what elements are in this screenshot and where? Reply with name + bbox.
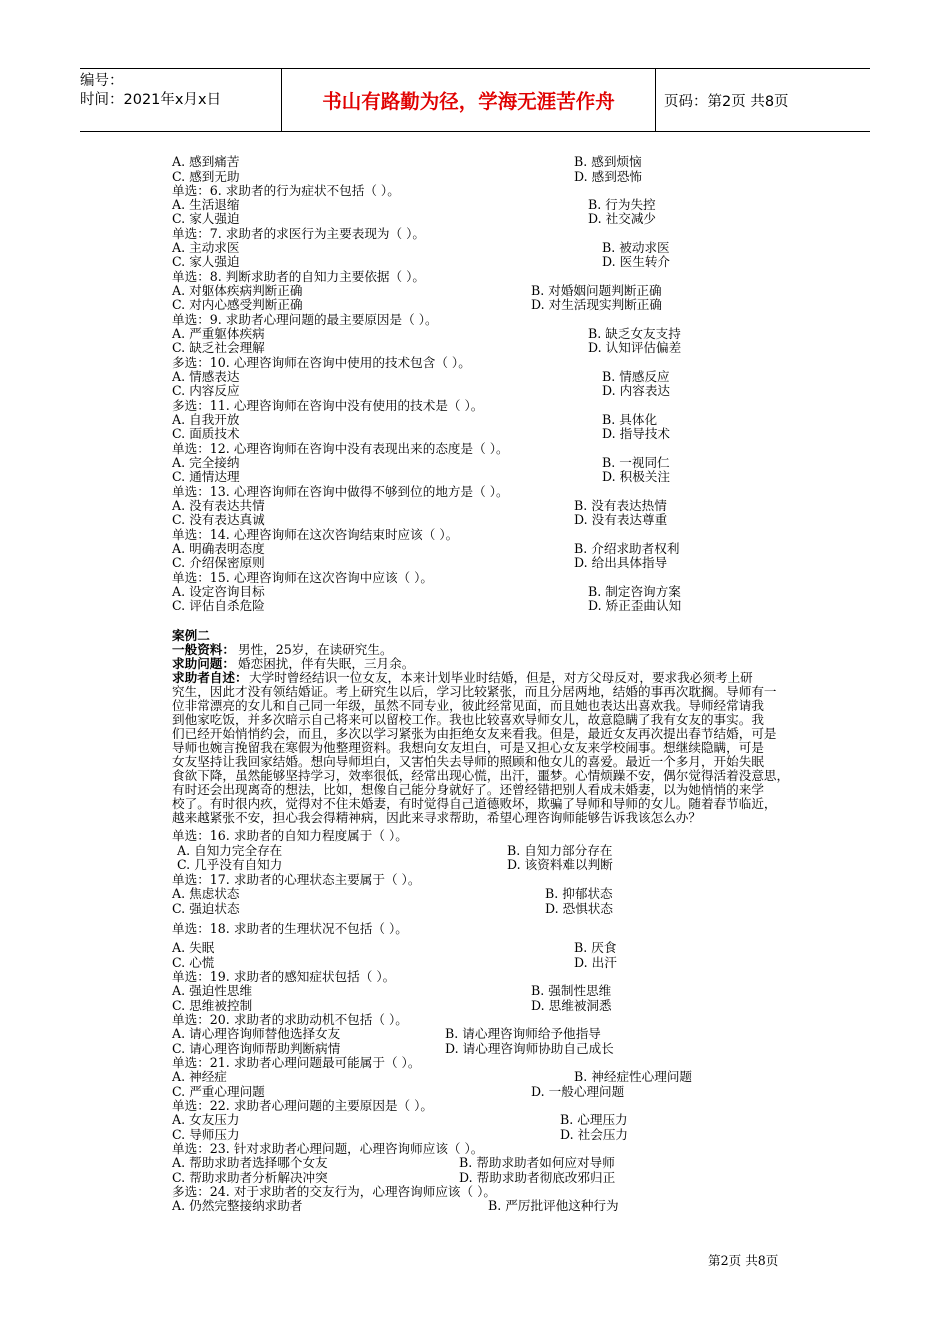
text-line: 导师也婉言挽留我在寒假为他整理资料。我想向女友坦白，可是又担心女友来学校闹事。想继续隐瞒，可是: [172, 740, 764, 755]
text-line: C. 没有表达真诚: [172, 512, 265, 527]
text-line: C. 心慌: [172, 955, 215, 970]
text-line: C. 对内心感受判断正确: [172, 297, 303, 312]
text-line: B. 厌食: [574, 940, 617, 955]
text-line: D. 社交减少: [588, 211, 657, 226]
text-line: A. 神经症: [172, 1069, 227, 1084]
text-line: 多选：24. 对于求助者的交友行为，心理咨询师应该（ ）。: [172, 1184, 496, 1199]
text-line: A. 女友压力: [172, 1112, 240, 1127]
text-line: 多选：11. 心理咨询师在咨询中没有使用的技术是（ ）。: [172, 398, 484, 413]
text-line: A. 请心理咨询师替他选择女友: [172, 1026, 341, 1041]
text-line: 单选：8. 判断求助者的自知力主要依据（ ）。: [172, 269, 426, 284]
text-line: B. 情感反应: [602, 369, 670, 384]
text-line: D. 医生转介: [602, 254, 671, 269]
text-line: C. 导师压力: [172, 1127, 240, 1142]
text-line: A. 焦虑状态: [172, 886, 240, 901]
text-line: C. 强迫状态: [172, 901, 240, 916]
text-line: D. 恐惧状态: [545, 901, 614, 916]
text-line: B. 强制性思维: [531, 983, 612, 998]
page-header: [80, 68, 870, 132]
text-line: A. 明确表明态度: [172, 541, 265, 556]
text-line: 单选：13. 心理咨询师在咨询中做得不够到位的地方是（ ）。: [172, 484, 509, 499]
text-line: A. 主动求医: [172, 240, 240, 255]
page-footer: 第2页 共8页: [708, 1253, 779, 1268]
text-line: D. 矫正歪曲认知: [588, 598, 682, 613]
text-line: C. 严重心理问题: [172, 1084, 265, 1099]
section-heading: 一般资料：: [172, 642, 235, 657]
text-line: A. 设定咨询目标: [172, 584, 265, 599]
text-line: 单选：14. 心理咨询师在这次咨询结束时应该（ ）。: [172, 527, 459, 542]
text-line: D. 给出具体指导: [574, 555, 668, 570]
text-line: C. 请心理咨询师帮助判断病情: [172, 1041, 341, 1056]
text-line: C. 通情达理: [172, 469, 240, 484]
text-line: C. 家人强迫: [172, 254, 240, 269]
text-line: D. 思维被洞悉: [531, 998, 612, 1013]
text-line: 校了。有时很内疚，觉得对不住未婚妻，有时觉得自己道德败坏，欺骗了导师和导师的女儿。随着春节临近，: [172, 796, 777, 811]
text-line: B. 请心理咨询师给予他指导: [445, 1026, 601, 1041]
text-line: 单选：12. 心理咨询师在咨询中没有表现出来的态度是（ ）。: [172, 441, 509, 456]
text-line: B. 制定咨询方案: [588, 584, 681, 599]
text-line: 有时还会出现离奇的想法，比如，想像自己能分身就好了。还曾经错把别人看成未婚妻，以为她悄悄的来学: [172, 782, 764, 797]
text-line: B. 介绍求助者权利: [574, 541, 680, 556]
text-line: 越来越紧张不安，担心我会得精神病，因此来寻求帮助，希望心理咨询师能够告诉我该怎么办？: [172, 810, 701, 825]
text-line: A. 完全接纳: [172, 455, 240, 470]
text-line: C. 评估自杀危险: [172, 598, 265, 613]
text-line: A. 自我开放: [172, 412, 240, 427]
text-line: 单选：6. 求助者的行为症状不包括（ ）。: [172, 183, 400, 198]
text-line: B. 感到烦恼: [574, 154, 642, 169]
text-line: C. 家人强迫: [172, 211, 240, 226]
text-line: B. 行为失控: [588, 197, 656, 212]
text-line: A. 仍然完整接纳求助者: [172, 1198, 303, 1213]
text-line: 女友坚持让我回家结婚。想向导师坦白，又害怕失去导师的照顾和他女儿的喜爱。最近一个多月，开始失眠: [172, 754, 764, 769]
text-line: A. 帮助求助者选择哪个女友: [172, 1155, 328, 1170]
text-line: B. 神经症性心理问题: [574, 1069, 693, 1084]
text-line: 单选：9. 求助者心理问题的最主要原因是（ ）。: [172, 312, 438, 327]
text-line: 单选：15. 心理咨询师在这次咨询中应该（ ）。: [172, 570, 434, 585]
text-line: C. 帮助求助者分析解决冲突: [172, 1170, 328, 1185]
text-line: C. 几乎没有自知力: [177, 857, 283, 872]
text-line: 单选：22. 求助者心理问题的主要原因是（ ）。: [172, 1098, 434, 1113]
text-line: A. 生活退缩: [172, 197, 240, 212]
text-line: D. 社会压力: [560, 1127, 629, 1142]
text-line: D. 该资料难以判断: [507, 857, 613, 872]
text-line: A. 严重躯体疾病: [172, 326, 265, 341]
text-line: 到他家吃饭，并多次暗示自己将来可以留校工作。我也比较喜欢导师女儿，故意隐瞒了我有女友的事实。我: [172, 712, 764, 727]
text-line: 多选：10. 心理咨询师在咨询中使用的技术包含（ ）。: [172, 355, 471, 370]
header-page-number: 页码：第2页 共8页: [664, 93, 789, 110]
text-line: B. 缺乏女友支持: [588, 326, 681, 341]
text-line: 男性，25岁，在读研究生。: [238, 642, 393, 657]
text-line: A. 强迫性思维: [172, 983, 253, 998]
text-line: A. 对躯体疾病判断正确: [172, 283, 303, 298]
document-number-label: 编号：: [80, 73, 124, 89]
text-line: B. 没有表达热情: [574, 498, 667, 513]
text-line: 究生，因此才没有领结婚证。考上研究生以后，学习比较紧张，而且分居两地，结婚的事再次耽搁。导师有一: [172, 684, 777, 699]
text-line: C. 思维被控制: [172, 998, 253, 1013]
text-line: C. 缺乏社会理解: [172, 340, 265, 355]
text-line: B. 一视同仁: [602, 455, 670, 470]
text-line: D. 没有表达尊重: [574, 512, 668, 527]
text-line: C. 内容反应: [172, 383, 240, 398]
text-line: 们已经开始悄悄约会，而且，多次以学习紧张为由拒绝女友来看我。但是，最近女友再次提出春节结婚，可是: [172, 726, 777, 741]
header-info-cell: [80, 69, 280, 134]
text-line: D. 帮助求助者彻底改邪归正: [459, 1170, 616, 1185]
text-line: 单选：17. 求助者的心理状态主要属于（ ）。: [172, 872, 421, 887]
section-heading: 案例二: [172, 628, 210, 643]
text-line: A. 没有表达共情: [172, 498, 265, 513]
text-line: D. 指导技术: [602, 426, 671, 441]
text-line: A. 感到痛苦: [172, 154, 240, 169]
text-line: A. 情感表达: [172, 369, 240, 384]
document-time-label: 时间：2021年x月x日: [80, 92, 222, 108]
text-line: 单选：21. 求助者心理问题最可能属于（ ）。: [172, 1055, 421, 1070]
text-line: B. 对婚姻问题判断正确: [531, 283, 662, 298]
section-heading: 求助者自述：: [172, 670, 248, 685]
text-line: B. 帮助求助者如何应对导师: [459, 1155, 615, 1170]
text-line: 单选：18. 求助者的生理状况不包括（ ）。: [172, 921, 408, 936]
text-line: 婚恋困扰，伴有失眠，三月余。: [238, 656, 415, 671]
text-line: 单选：16. 求助者的自知力程度属于（ ）。: [172, 828, 408, 843]
text-line: C. 感到无助: [172, 169, 240, 184]
text-line: 单选：19. 求助者的感知症状包括（ ）。: [172, 969, 396, 984]
text-line: D. 内容表达: [602, 383, 671, 398]
text-line: C. 介绍保密原则: [172, 555, 265, 570]
text-line: B. 被动求医: [602, 240, 670, 255]
text-line: D. 感到恐怖: [574, 169, 643, 184]
text-line: D. 出汗: [574, 955, 617, 970]
text-line: D. 积极关注: [602, 469, 671, 484]
text-line: 食欲下降，虽然能够坚持学习，效率很低，经常出现心慌，出汗，噩梦。心情烦躁不安，偶尔觉得活着没意思，: [172, 768, 790, 783]
text-line: 大学时曾经结识一位女友，本来计划毕业时结婚，但是，对方父母反对，要求我必须考上研: [249, 670, 753, 685]
text-line: D. 一般心理问题: [531, 1084, 625, 1099]
text-line: 单选：20. 求助者的求助动机不包括（ ）。: [172, 1012, 408, 1027]
text-line: B. 抑郁状态: [545, 886, 613, 901]
text-line: B. 自知力部分存在: [507, 843, 613, 858]
text-line: B. 严厉批评他这种行为: [488, 1198, 619, 1213]
text-line: A. 自知力完全存在: [177, 843, 283, 858]
text-line: B. 心理压力: [560, 1112, 628, 1127]
header-motto: 书山有路勤为径，学海无涯苦作舟: [281, 69, 656, 131]
section-heading: 求助问题：: [172, 656, 235, 671]
text-line: B. 具体化: [602, 412, 658, 427]
text-line: D. 请心理咨询师协助自己成长: [445, 1041, 614, 1056]
text-line: A. 失眠: [172, 940, 215, 955]
text-line: C. 面质技术: [172, 426, 240, 441]
text-line: 位非常漂亮的女儿和自己同一年级，虽然不同专业，彼此经常见面，而且她也表达出喜欢我。导师经常请我: [172, 698, 764, 713]
text-line: 单选：23. 针对求助者心理问题，心理咨询师应该（ ）。: [172, 1141, 484, 1156]
text-line: 单选：7. 求助者的求医行为主要表现为（ ）。: [172, 226, 426, 241]
text-line: D. 认知评估偏差: [588, 340, 682, 355]
text-line: D. 对生活现实判断正确: [531, 297, 662, 312]
